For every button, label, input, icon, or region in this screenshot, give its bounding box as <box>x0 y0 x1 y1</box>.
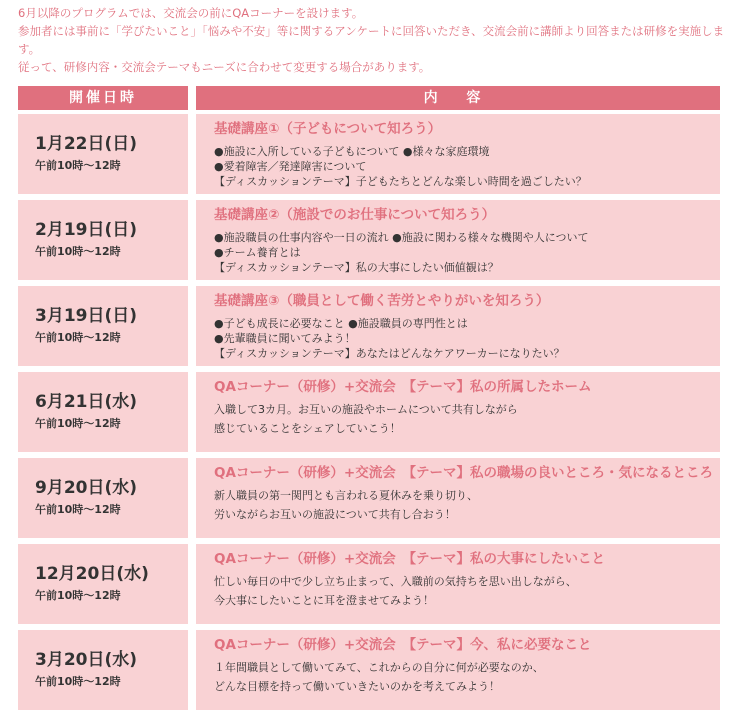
session-time: 午前10時〜12時 <box>35 675 121 688</box>
session-description <box>214 316 710 361</box>
table-row <box>18 200 720 280</box>
content-line: ●施設職員の仕事内容や一日の流れ ●施設に関わる様々な機関や人について <box>214 231 589 244</box>
session-description <box>214 572 710 610</box>
table-row <box>18 286 720 366</box>
session-date: 2月19日(日) <box>35 220 138 240</box>
session-title: QAコーナー（研修）+交流会 【テーマ】私の大事にしたいこと <box>214 551 605 567</box>
content-cell <box>196 286 720 366</box>
header-date: 開催日時 <box>18 86 188 110</box>
content-line: １年間職員として働いてみて、これからの自分に何が必要なのか、 <box>214 661 544 674</box>
table-row <box>18 114 720 194</box>
content-line: ●子ども成長に必要なこと ●施設職員の専門性とは <box>214 317 468 330</box>
session-date: 3月19日(日) <box>35 306 138 326</box>
content-line: 新人職員の第一関門とも言われる夏休みを乗り切り、 <box>214 489 478 502</box>
session-title: QAコーナー（研修）+交流会 【テーマ】私の所属したホーム <box>214 379 592 395</box>
session-time: 午前10時〜12時 <box>35 417 121 430</box>
session-date: 9月20日(水) <box>35 478 138 498</box>
content-line: 労いながらお互いの施設について共有し合おう！ <box>214 508 456 521</box>
session-date: 12月20日(水) <box>35 564 149 584</box>
content-line: 今大事にしたいことに耳を澄ませてみよう！ <box>214 594 434 607</box>
date-cell <box>18 286 188 366</box>
content-line: ●施設に入所している子どもについて ●様々な家庭環境 <box>214 145 490 158</box>
date-cell <box>18 200 188 280</box>
date-cell <box>18 372 188 452</box>
header-content: 内 容 <box>196 86 720 110</box>
content-cell <box>196 372 720 452</box>
table-row <box>18 630 720 710</box>
session-title: 基礎講座③（職員として働く苦労とやりがいを知ろう） <box>214 293 550 309</box>
content-cell <box>196 630 720 710</box>
intro-line: 参加者には事前に「学びたいこと」「悩みや不安」等に関するアンケートに回答いただき、交流会前に講師より回答または研修を実施します。 <box>18 24 725 56</box>
session-description <box>214 658 710 696</box>
content-cell <box>196 200 720 280</box>
table-row <box>18 372 720 452</box>
content-line: 入職して3カ月。お互いの施設やホームについて共有しながら <box>214 403 518 416</box>
content-line: ●先輩職員に聞いてみよう！ <box>214 332 356 345</box>
session-title: 基礎講座②（施設でのお仕事について知ろう） <box>214 207 496 223</box>
session-description <box>214 230 710 275</box>
content-line: ●愛着障害／発達障害について <box>214 160 367 173</box>
session-time: 午前10時〜12時 <box>35 159 121 172</box>
session-title: 基礎講座①（子どもについて知ろう） <box>214 121 442 137</box>
session-date: 6月21日(水) <box>35 392 138 412</box>
content-cell <box>196 544 720 624</box>
date-cell <box>18 544 188 624</box>
content-line: 【ディスカッションテーマ】あなたはどんなケアワーカーになりたい？ <box>214 347 565 360</box>
session-description <box>214 400 710 438</box>
intro-line: 従って、研修内容・交流会テーマもニーズに合わせて変更する場合があります。 <box>18 60 431 74</box>
session-title: QAコーナー（研修）+交流会 【テーマ】今、私に必要なこと <box>214 637 592 653</box>
session-time: 午前10時〜12時 <box>35 245 121 258</box>
table-row <box>18 544 720 624</box>
intro-line: 6月以降のプログラムでは、交流会の前にQAコーナーを設けます。 <box>18 6 364 20</box>
session-time: 午前10時〜12時 <box>35 331 121 344</box>
session-description <box>214 486 710 524</box>
session-date: 1月22日(日) <box>35 134 138 154</box>
table-row <box>18 458 720 538</box>
session-description <box>214 144 710 189</box>
content-cell <box>196 114 720 194</box>
session-time: 午前10時〜12時 <box>35 503 121 516</box>
date-cell <box>18 458 188 538</box>
content-line: どんな目標を持って働いていきたいのかを考えてみよう！ <box>214 680 500 693</box>
session-time: 午前10時〜12時 <box>35 589 121 602</box>
content-line: 【ディスカッションテーマ】子どもたちとどんな楽しい時間を過ごしたい？ <box>214 175 587 188</box>
date-cell <box>18 114 188 194</box>
session-title: QAコーナー（研修）+交流会 【テーマ】私の職場の良いところ・気になるところ <box>214 465 713 481</box>
date-cell <box>18 630 188 710</box>
content-cell <box>196 458 720 538</box>
session-date: 3月20日(水) <box>35 650 138 670</box>
intro-text <box>18 4 733 76</box>
content-line: 忙しい毎日の中で少し立ち止まって、入職前の気持ちを思い出しながら、 <box>214 575 577 588</box>
content-line: ●チーム養育とは <box>214 246 301 259</box>
content-line: 【ディスカッションテーマ】私の大事にしたい価値観は？ <box>214 261 499 274</box>
content-line: 感じていることをシェアしていこう！ <box>214 422 401 435</box>
